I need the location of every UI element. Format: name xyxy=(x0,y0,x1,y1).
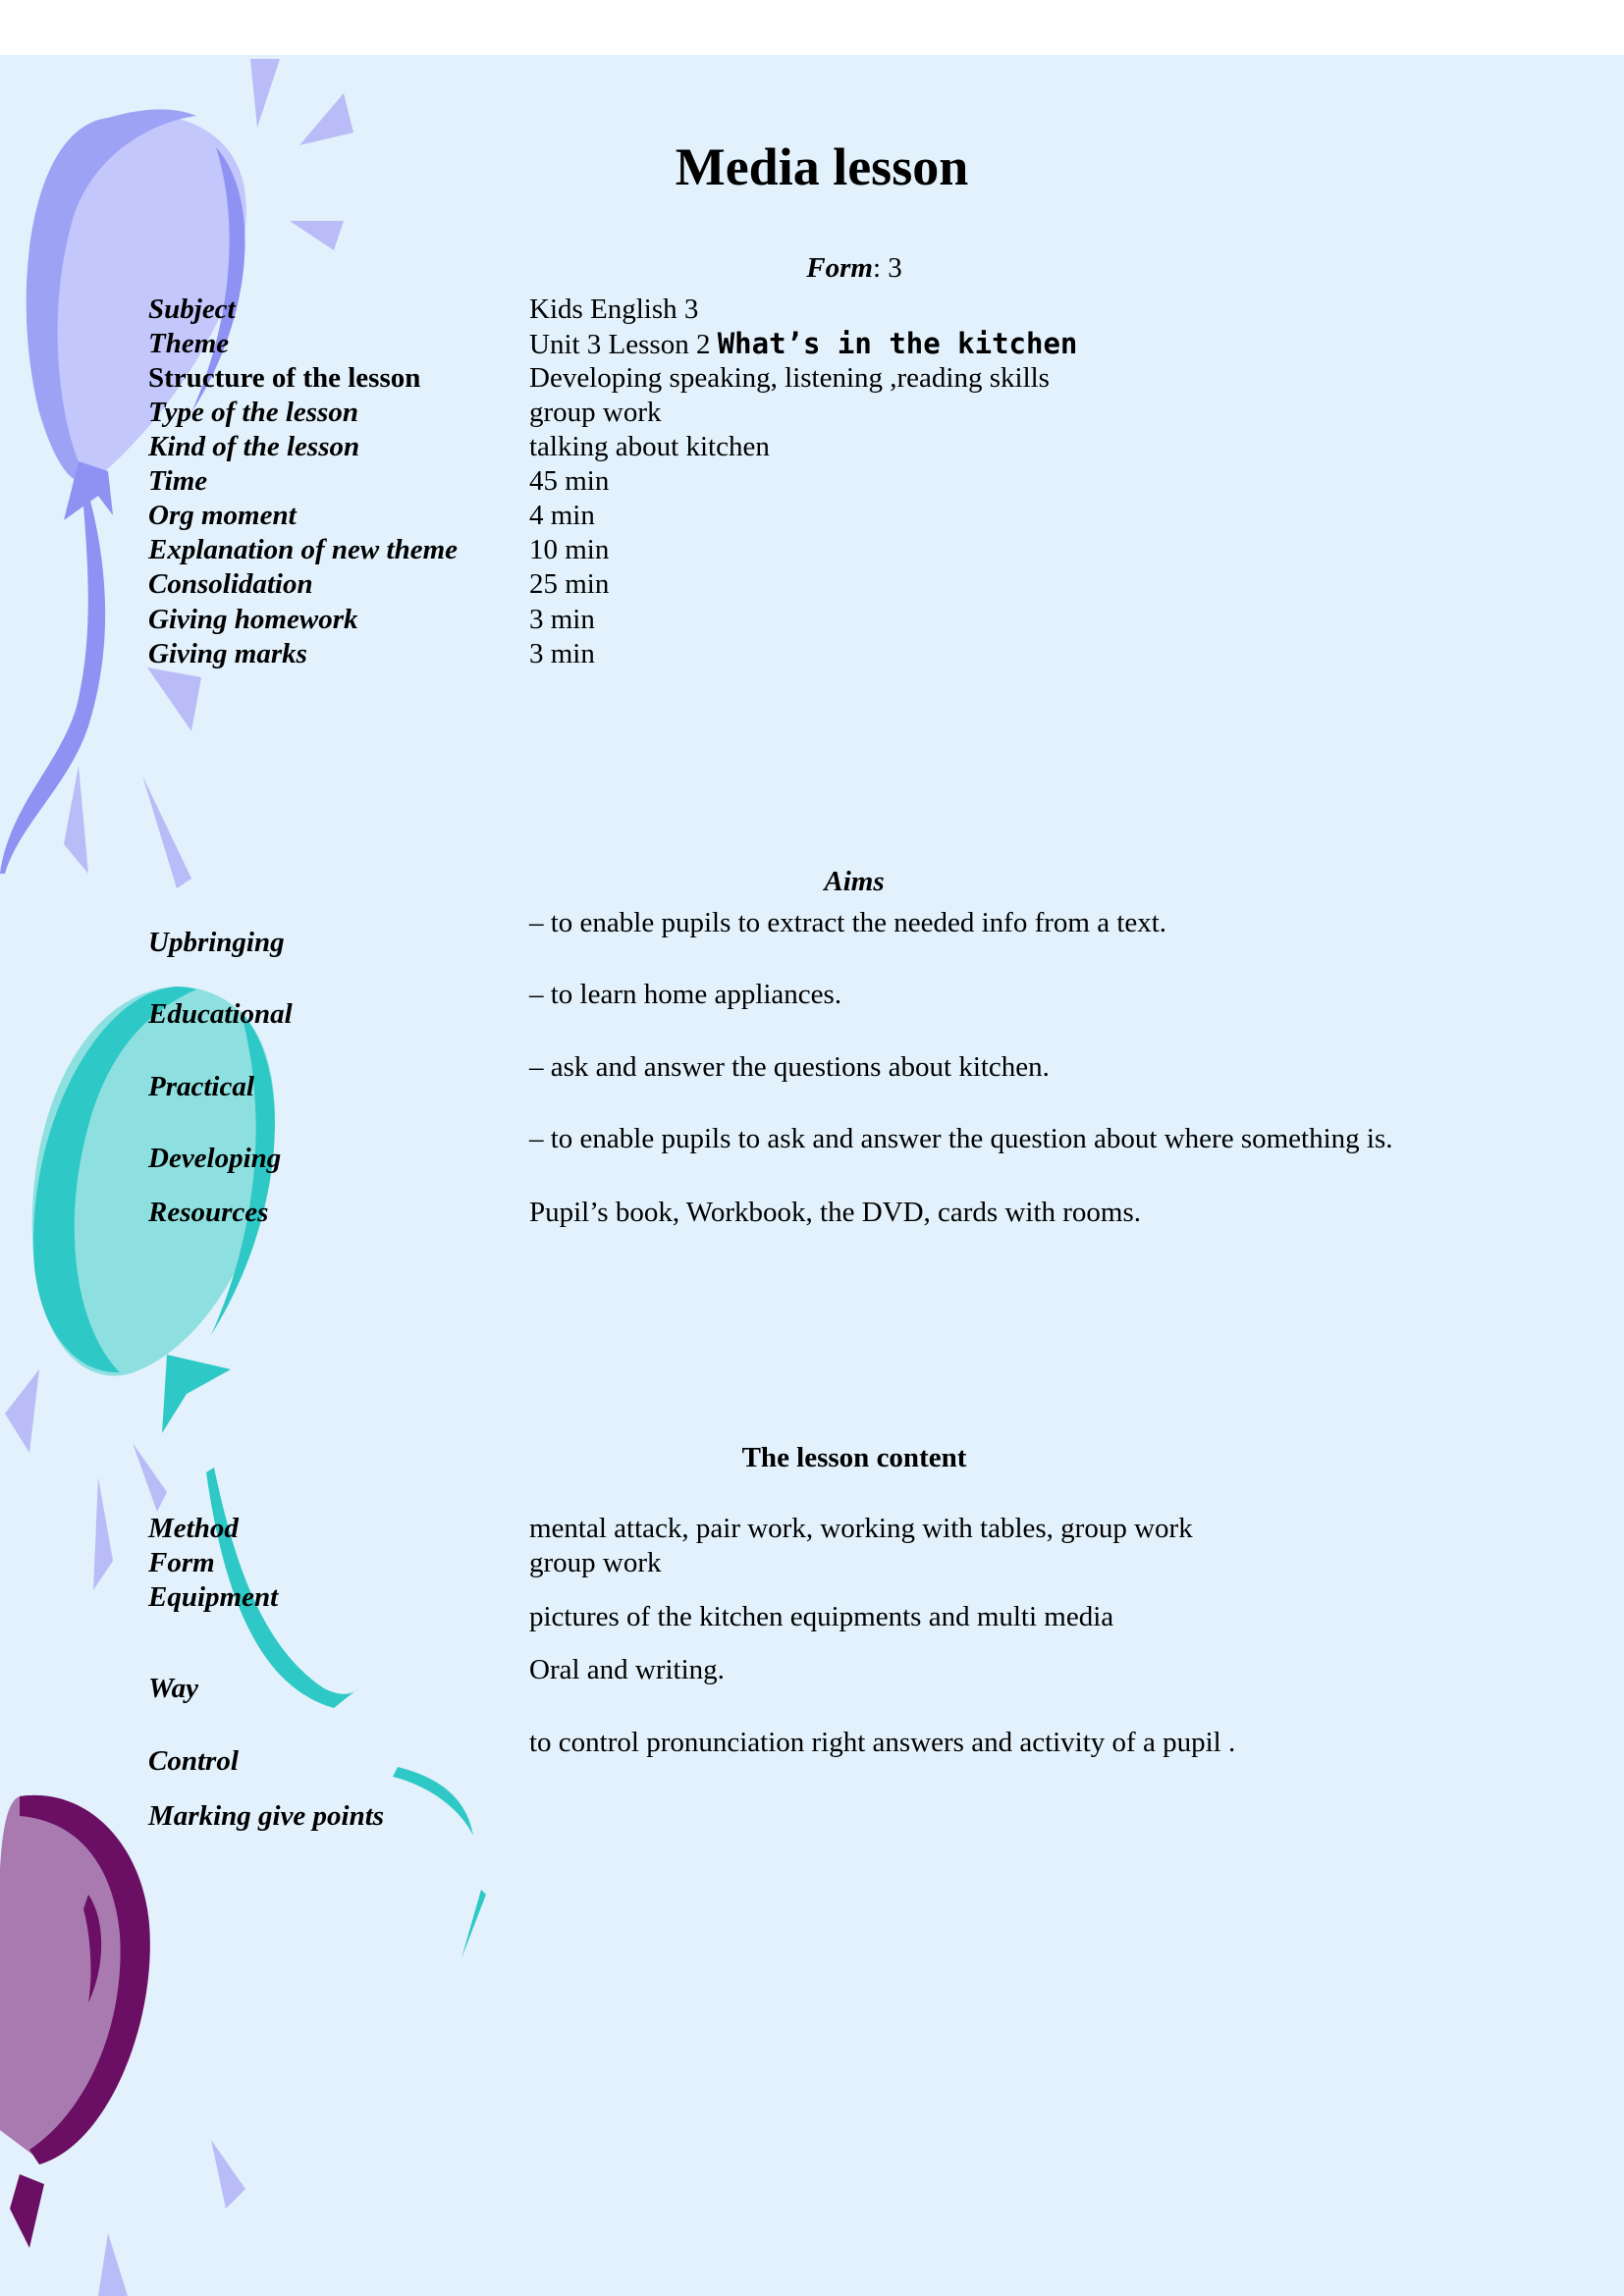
info-label-theme: Theme xyxy=(148,328,230,359)
info-value-marks: 3 min xyxy=(529,638,595,669)
aims-label-upbringing: Upbringing xyxy=(148,927,285,958)
aims-value-developing: – to enable pupils to ask and answer the question about where something is. xyxy=(529,1123,1393,1154)
info-value-explanation: 10 min xyxy=(529,534,610,565)
content-label-form: Form xyxy=(148,1547,215,1578)
theme-unit: Unit 3 Lesson 2 xyxy=(529,329,711,360)
content-label-way: Way xyxy=(148,1673,199,1704)
aims-label-practical: Practical xyxy=(148,1071,254,1102)
info-value-consolidation: 25 min xyxy=(529,568,610,600)
info-value-theme xyxy=(529,327,1077,361)
purple-balloon-icon xyxy=(0,1795,245,2296)
info-label-org-moment: Org moment xyxy=(148,500,297,531)
info-value-org-moment: 4 min xyxy=(529,500,595,531)
info-value-type: group work xyxy=(529,397,662,428)
info-value-subject: Kids English 3 xyxy=(529,294,699,325)
aims-heading: Aims xyxy=(824,866,885,897)
aims-label-developing: Developing xyxy=(148,1143,282,1174)
theme-title: What’s in the kitchen xyxy=(717,327,1078,360)
info-label-kind: Kind of the lesson xyxy=(148,431,360,462)
content-value-method: mental attack, pair work, working with tables, group work xyxy=(529,1513,1193,1544)
info-label-marks: Giving marks xyxy=(148,638,307,669)
info-value-homework: 3 min xyxy=(529,604,595,635)
aims-value-resources: Pupil’s book, Workbook, the DVD, cards with rooms. xyxy=(529,1197,1142,1228)
form-line xyxy=(0,251,1624,285)
info-value-time: 45 min xyxy=(529,465,610,497)
aims-value-upbringing: – to enable pupils to extract the needed info from a text. xyxy=(529,907,1167,938)
content-value-form: group work xyxy=(529,1547,662,1578)
info-label-time: Time xyxy=(148,465,208,497)
form-value: 3 xyxy=(888,252,902,284)
info-label-consolidation: Consolidation xyxy=(148,568,313,600)
page-title: Media lesson xyxy=(675,137,969,196)
aims-label-resources: Resources xyxy=(148,1197,269,1228)
info-label-type: Type of the lesson xyxy=(148,397,358,428)
content-label-control: Control xyxy=(148,1745,239,1777)
content-value-equipment: pictures of the kitchen equipments and multi media xyxy=(529,1601,1114,1632)
aims-label-educational: Educational xyxy=(148,998,293,1030)
content-label-equipment: Equipment xyxy=(148,1581,279,1613)
content-value-way: Oral and writing. xyxy=(529,1654,725,1685)
form-label: Form xyxy=(806,252,873,284)
content-value-control: to control pronunciation right answers and activity of a pupil . xyxy=(529,1727,1236,1758)
info-label-subject: Subject xyxy=(148,294,236,325)
content-label-marking: Marking give points xyxy=(148,1800,385,1832)
info-value-kind: talking about kitchen xyxy=(529,431,770,462)
form-separator: : xyxy=(872,252,881,284)
aims-value-educational: – to learn home appliances. xyxy=(529,979,842,1010)
info-value-structure: Developing speaking, listening ,reading skills xyxy=(529,362,1050,394)
info-label-structure: Structure of the lesson xyxy=(148,362,421,394)
info-label-explanation: Explanation of new theme xyxy=(148,534,459,565)
info-label-homework: Giving homework xyxy=(148,604,358,635)
content-heading: The lesson content xyxy=(741,1442,967,1473)
content-label-method: Method xyxy=(148,1513,239,1544)
aims-value-practical: – ask and answer the questions about kitchen. xyxy=(529,1051,1050,1083)
